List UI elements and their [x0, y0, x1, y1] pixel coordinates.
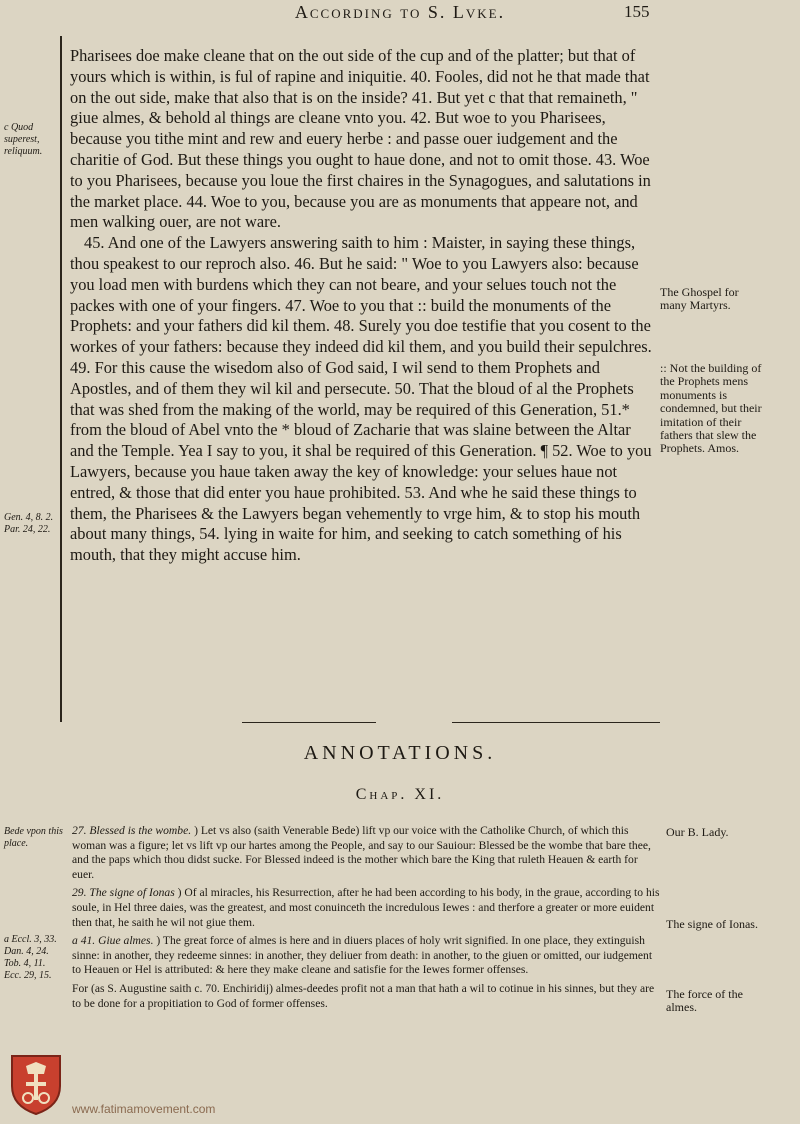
annotation-entry	[72, 824, 662, 882]
annot-right-lady-text: Our B. Lady.	[666, 825, 729, 839]
annotation-right-note-ionas	[666, 918, 776, 931]
annotation-text: ) Of al miracles, his Resurrection, after he had been according to his body, in the graue, according to his soule, in Hel three daies, was the greatest, and most conuinceth the incredulous Iewes : and therfore a greater or more euident then that, he saith he wil not giue them.	[72, 886, 660, 929]
section-rule-left	[242, 722, 376, 723]
paragraph-1: Pharisees doe make cleane that on the out side of the cup and of the platter; but that of yours which is within, is ful of rapine and iniquitie. 40. Fooles, did not he that made that on the out side, make that also that is on the inside? 41. But yet c that that remaineth, " giue almes, & behold al things are cleane vnto you. 42. But woe to you Pharisees, because you tithe mint and rew and euery herbe : and passe ouer iudgement and the charitie of God. But these things you ought to haue done, and not to omit those. 43. Woe to you Pharisees, because you loue the first chaires in the Synagogues, and salutations in the market place. 44. Woe to you, because you are as monuments that appeare not, and men walking ouer, are not ware.	[70, 46, 651, 232]
annotation-text: For (as S. Augustine saith c. 70. Enchiridij) almes-deedes profit not a man that hath a wil to cotinue in his sinnes, but they are to be done for a propitiation to God of former offenses.	[72, 981, 655, 1010]
left-margin-notes-bottom	[4, 512, 60, 536]
annotation-entry	[72, 934, 662, 978]
annot-left-bede-text: Bede vpon this place.	[4, 826, 63, 849]
annotation-lemma: a 41. Giue almes.	[72, 934, 154, 948]
section-rule-right	[452, 722, 660, 723]
annotations-body	[72, 824, 662, 1015]
watermark-url[interactable]: www.fatimamovement.com	[72, 1102, 216, 1116]
chapter-heading: Chap. XI.	[355, 786, 445, 803]
annotation-entry	[72, 886, 662, 930]
annotation-lemma: 27. Blessed is the wombe.	[72, 824, 192, 837]
annotation-text: ) Let vs also (saith Venerable Bede) lift vp our voice with the Catholike Church, of which this woman was a figure; let vs lift vp our hartes among the People, and say to our Sauiour: Blessed be the wombe that bare thee, and the paps which thou didst sucke. For Blessed indeed is the mother which bare the King that ruleth Heauen & earth for euer.	[72, 824, 651, 881]
margin-rule	[60, 36, 62, 722]
annotation-right-note-almes	[666, 988, 776, 1014]
annotation-right-note-lady	[666, 826, 776, 839]
annot-left-refs-text: a Eccl. 3, 33. Dan. 4, 24. Tob. 4, 11. Ecc. 29, 15.	[4, 934, 57, 981]
main-text-block	[70, 46, 658, 566]
left-note-quod: c Quod superest, reliquum.	[4, 122, 43, 157]
right-note-ghospel-text: The Ghospel for many Martyrs.	[660, 285, 739, 313]
annotation-left-note-bede	[4, 826, 64, 850]
paragraph-2: 45. And one of the Lawyers answering saith to him : Maister, in saying these things, thou speakest to our reproch also. 46. But he said: " Woe to you Lawyers also: because you load men with burdens which they can not beare, and your selues touch not the packes with one of your fingers. 47. Woe to you that :: build the monuments of the Prophets: and your fathers did kil them. 48. Surely you doe testifie that you cosent to the workes of your fathers: because they indeed did kil them, and you build their sepulchres. 49. For this cause the wisedom also of God said, I wil send to them Prophets and Apostles, and of them they wil kil and persecute. 50. That the bloud of al the Prophets that was shed from the making of the world, may be required of this Generation, 51.* from the bloud of Abel vnto the * bloud of Zacharie that was slaine between the Altar and the Temple. Yea I say to you, it shal be required of this Generation. ¶ 52. Woe to you Lawyers, because you haue taken away the key of knowledge: your selues haue not entred, & those that did enter you haue prohibited. 53. And whe he said these things to them, the Pharisees & the Lawyers began vehemently to vrge him, & to stop his mouth about many things, 54. lying in waite for him, and seeking to catch something of his mouth, that they might accuse him.	[70, 233, 652, 565]
annotation-lemma: 29. The signe of Ionas	[72, 886, 175, 900]
right-margin-note-building	[660, 362, 766, 456]
page-number: 155	[624, 2, 650, 21]
annotation-text: ) The great force of almes is here and in diuers places of holy writ signified. In one place, they extinguish sinne: in another, they redeeme sinnes: in another, they deliuer from death: in another, to the giuen or omitted, our iudgement to Heauen or Hel is attributed: & here they make cleane and satisfie for the Iewes former offenses.	[72, 934, 653, 977]
right-note-building-text: :: Not the building of the Prophets mens monuments is condemned, but their imitation of their fathers that slew the Prophets. Amos.	[660, 361, 762, 456]
annot-right-almes-text: The force of the almes.	[666, 987, 743, 1014]
annotations-heading: ANNOTATIONS.	[303, 742, 497, 764]
annotation-left-note-refs	[4, 934, 64, 982]
papal-shield-logo-icon	[8, 1052, 64, 1116]
annot-right-ionas-text: The signe of Ionas.	[666, 917, 758, 931]
left-note-gen: Gen. 4, 8. 2. Par. 24, 22.	[4, 512, 54, 535]
running-head: According to S. Lvke.	[294, 2, 506, 22]
right-margin-note-ghospel	[660, 286, 766, 313]
left-margin-notes-top	[4, 122, 60, 158]
annotation-entry	[72, 982, 662, 1011]
